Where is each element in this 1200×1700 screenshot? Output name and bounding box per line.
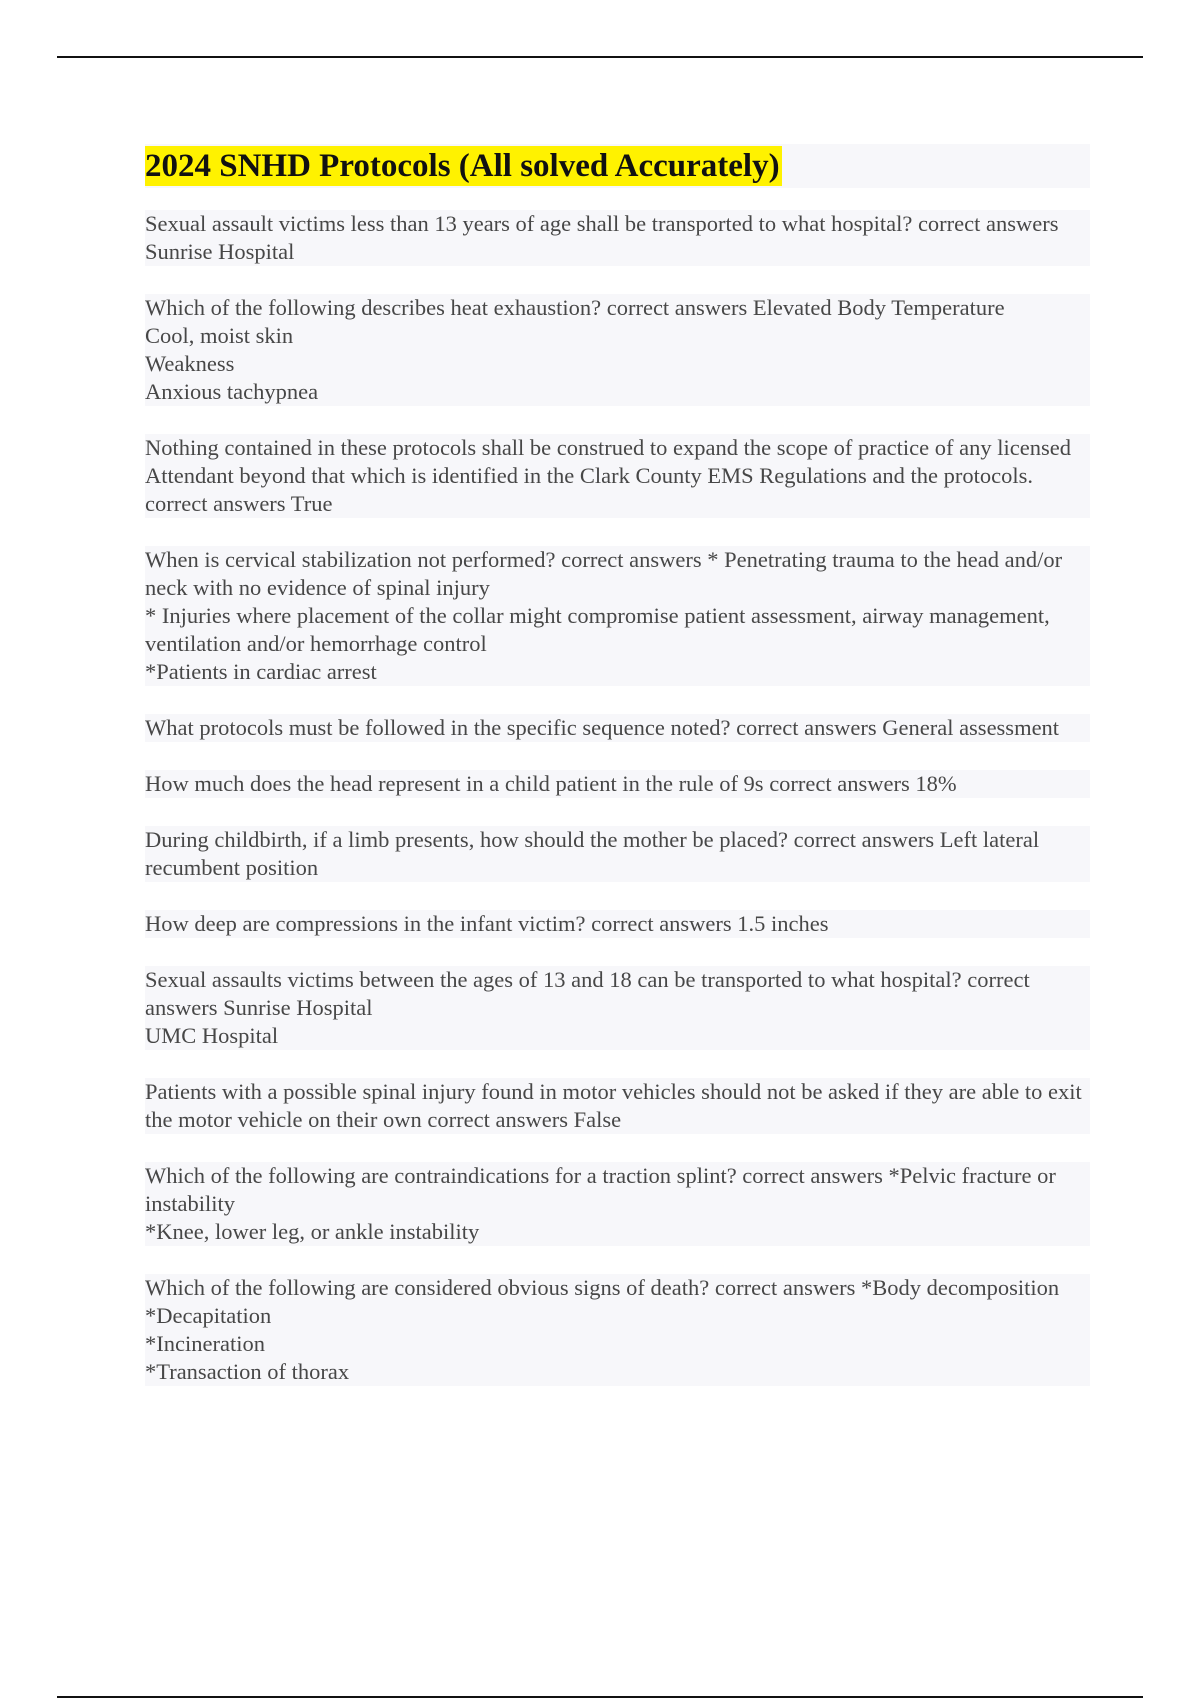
- qa-line: Which of the following are contraindications for a traction splint? correct answers *Pelvic fracture or instability: [145, 1163, 1056, 1216]
- qa-item: [145, 1274, 1090, 1386]
- qa-item: [145, 1078, 1090, 1134]
- qa-line: Sexual assault victims less than 13 years of age shall be transported to what hospital? correct answers Sunrise Hospital: [145, 211, 1059, 264]
- qa-line: Nothing contained in these protocols shall be construed to expand the scope of practice of any licensed Attendant beyond that which is identified in the Clark County EMS Regulations and the protocols. correct answers True: [145, 435, 1071, 516]
- qa-line: Weakness: [145, 351, 235, 376]
- qa-line: What protocols must be followed in the specific sequence noted? correct answers General assessment: [145, 715, 1060, 740]
- qa-item: [145, 770, 1090, 798]
- top-rule: [57, 56, 1143, 58]
- qa-item: [145, 434, 1090, 518]
- qa-item: [145, 210, 1090, 266]
- qa-item: [145, 1162, 1090, 1246]
- qa-line: *Transaction of thorax: [145, 1359, 350, 1384]
- qa-line: *Knee, lower leg, or ankle instability: [145, 1219, 480, 1244]
- qa-line: Cool, moist skin: [145, 323, 294, 348]
- qa-line: How much does the head represent in a child patient in the rule of 9s correct answers 18%: [145, 771, 957, 796]
- qa-line: Sexual assaults victims between the ages of 13 and 18 can be transported to what hospital? correct answers Sunrise Hospital: [145, 967, 1030, 1020]
- qa-line: How deep are compressions in the infant victim? correct answers 1.5 inches: [145, 911, 829, 936]
- qa-line: *Incineration: [145, 1331, 265, 1356]
- qa-item: [145, 826, 1090, 882]
- qa-line: Patients with a possible spinal injury found in motor vehicles should not be asked if they are able to exit the motor vehicle on their own correct answers False: [145, 1079, 1082, 1132]
- qa-item: [145, 294, 1090, 406]
- bottom-rule: [57, 1696, 1143, 1698]
- qa-item: [145, 966, 1090, 1050]
- qa-item: [145, 546, 1090, 686]
- qa-line: During childbirth, if a limb presents, how should the mother be placed? correct answers Left lateral recumbent position: [145, 827, 1040, 880]
- qa-item: [145, 910, 1090, 938]
- qa-line: *Decapitation: [145, 1303, 272, 1328]
- qa-line: Which of the following describes heat exhaustion? correct answers Elevated Body Temperature: [145, 295, 1005, 320]
- document-body: [145, 144, 1090, 1414]
- qa-line: * Injuries where placement of the collar might compromise patient assessment, airway management, ventilation and/or hemorrhage control: [145, 603, 1050, 656]
- qa-line: Anxious tachypnea: [145, 379, 319, 404]
- qa-line: *Patients in cardiac arrest: [145, 659, 377, 684]
- qa-item: [145, 714, 1090, 742]
- qa-line: Which of the following are considered obvious signs of death? correct answers *Body decomposition: [145, 1275, 1060, 1300]
- qa-line: UMC Hospital: [145, 1023, 279, 1048]
- title-band: [145, 144, 1090, 188]
- document-title: 2024 SNHD Protocols (All solved Accurately): [145, 148, 780, 184]
- qa-line: When is cervical stabilization not performed? correct answers * Penetrating trauma to the head and/or neck with no evidence of spinal injury: [145, 547, 1063, 600]
